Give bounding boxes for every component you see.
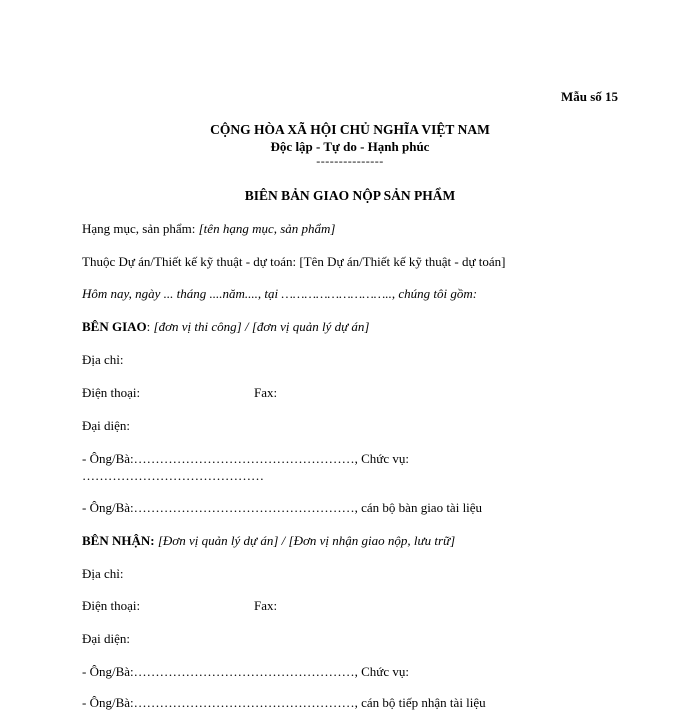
giver-person-2: - Ông/Bà:……………………………………………, cán bộ bàn giao tài liệu xyxy=(82,500,483,515)
receiver-person-1: - Ông/Bà:……………………………………………, Chức vụ: xyxy=(82,664,409,679)
receiver-representative: Đại diện: xyxy=(82,631,131,646)
heading-rule: --------------- xyxy=(316,154,384,168)
giver-label: BÊN GIAO xyxy=(82,319,147,334)
item-line xyxy=(82,221,335,237)
receiver-address: Địa chỉ: xyxy=(82,566,124,581)
giver-representative: Đại diện: xyxy=(82,418,131,433)
giver-phone: Điện thoại: xyxy=(82,385,141,400)
giver-colon: : xyxy=(146,319,154,334)
giver-heading xyxy=(82,319,370,335)
receiver-phone: Điện thoại: xyxy=(82,598,141,613)
receiver-label: BÊN NHẬN: xyxy=(82,533,158,548)
receiver-fax: Fax: xyxy=(254,598,278,613)
project-line: Thuộc Dự án/Thiết kế kỹ thuật - dự toán: [Tên Dự án/Thiết kế kỹ thuật - dự toán] xyxy=(82,254,506,269)
giver-person-1: - Ông/Bà:……………………………………………, Chức vụ: xyxy=(82,451,409,466)
giver-placeholder: [đơn vị thi công] / [đơn vị quản lý dự án] xyxy=(153,319,370,334)
document-title: BIÊN BẢN GIAO NỘP SẢN PHẨM xyxy=(244,188,456,203)
giver-address: Địa chỉ: xyxy=(82,352,124,367)
date-line: Hôm nay, ngày ... tháng ....năm...., tại ……………………….., chúng tôi gồm: xyxy=(82,286,478,301)
form-number: Mẫu số 15 xyxy=(560,89,618,104)
receiver-person-2: - Ông/Bà:……………………………………………, cán bộ tiếp nhận tài liệu xyxy=(82,695,486,710)
national-title: CỘNG HÒA XÃ HỘI CHỦ NGHĨA VIỆT NAM xyxy=(210,122,490,137)
receiver-heading xyxy=(82,533,455,549)
giver-person-1-continuation: …………………………………… xyxy=(82,468,264,483)
item-label: Hạng mục, sản phẩm: xyxy=(82,221,199,236)
national-motto: Độc lập - Tự do - Hạnh phúc xyxy=(270,139,430,154)
item-placeholder: [tên hạng mục, sản phẩm] xyxy=(198,221,336,236)
giver-fax: Fax: xyxy=(254,385,278,400)
receiver-placeholder: [Đơn vị quản lý dự án] / [Đơn vị nhận giao nộp, lưu trữ] xyxy=(157,533,456,548)
